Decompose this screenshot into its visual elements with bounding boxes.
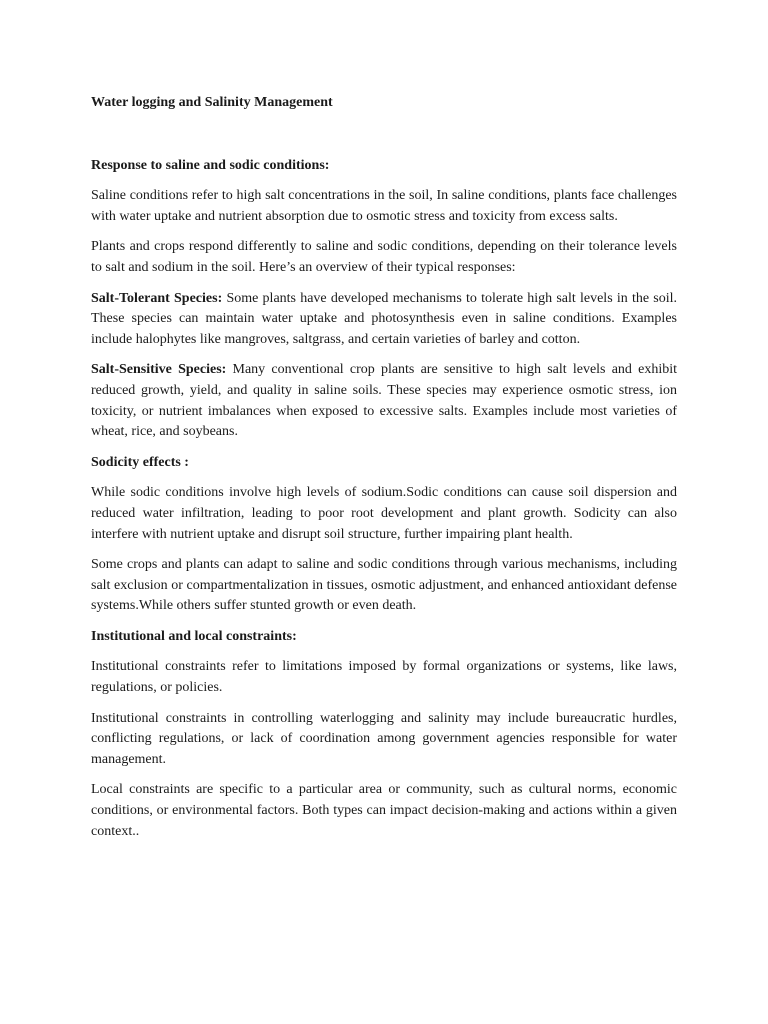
paragraph-local-constraints: Local constraints are specific to a particular area or community, such as cultural norms, economic conditions, or environmental factors. Both types can impact decision-making and actions within a given context.. xyxy=(91,782,677,839)
paragraph-crop-response: Plants and crops respond differently to saline and sodic conditions, depending on their tolerance levels to salt and sodium in the soil. Here’s an overview of their typical responses: xyxy=(91,239,677,275)
salt-tolerant-text: Some plants have developed mechanisms to tolerate high salt levels in the soil. These species can maintain water uptake and photosynthesis even in saline conditions. Examples include halophytes like mangroves, saltgrass, and certain varieties of barley and cotton. xyxy=(91,290,677,347)
paragraph-salt-sensitive xyxy=(91,360,677,442)
salt-sensitive-text: Many conventional crop plants are sensitive to high salt levels and exhibit reduced growth, yield, and quality in saline soils. These species may experience osmotic stress, ion toxicity, or nutrient imbalances when exposed to excessive salts. Examples include most varieties of wheat, rice, and soybeans. xyxy=(91,362,677,440)
paragraph-institutional-definition: Institutional constraints refer to limitations imposed by formal organizations or systems, like laws, regulations, or policies. xyxy=(91,659,677,696)
section-heading-constraints: Institutional and local constraints: xyxy=(91,628,297,644)
document-body xyxy=(91,93,677,852)
document-title: Water logging and Salinity Management xyxy=(91,95,333,110)
paragraph-salt-tolerant xyxy=(91,289,677,351)
salt-sensitive-lead: Salt-Sensitive Species: xyxy=(91,362,227,378)
section-heading-sodicity: Sodicity effects : xyxy=(91,454,189,470)
paragraph-sodic-conditions: While sodic conditions involve high levels of sodium.Sodic conditions can cause soil dispersion and reduced water infiltration, leading to poor root development and plant growth. Sodicity can also interfere with nutrient uptake and disrupt soil structure, further impairing plant health. xyxy=(91,485,677,542)
paragraph-saline-definition: Saline conditions refer to high salt concentrations in the soil, In saline conditions, plants face challenges with water uptake and nutrient absorption due to osmotic stress and toxicity from excess salts. xyxy=(91,188,677,224)
salt-tolerant-lead: Salt-Tolerant Species: xyxy=(91,290,223,306)
section-heading-saline-sodic: Response to saline and sodic conditions: xyxy=(91,157,330,173)
paragraph-adaptation: Some crops and plants can adapt to saline and sodic conditions through various mechanisms, including salt exclusion or compartmentalization in tissues, osmotic adjustment, and enhanced antioxidant defense systems.While others suffer stunted growth or even death. xyxy=(91,557,677,614)
paragraph-institutional-waterlogging: Institutional constraints in controlling waterlogging and salinity may include bureaucratic hurdles, conflicting regulations, or lack of coordination among government agencies responsible for water management. xyxy=(91,710,677,767)
